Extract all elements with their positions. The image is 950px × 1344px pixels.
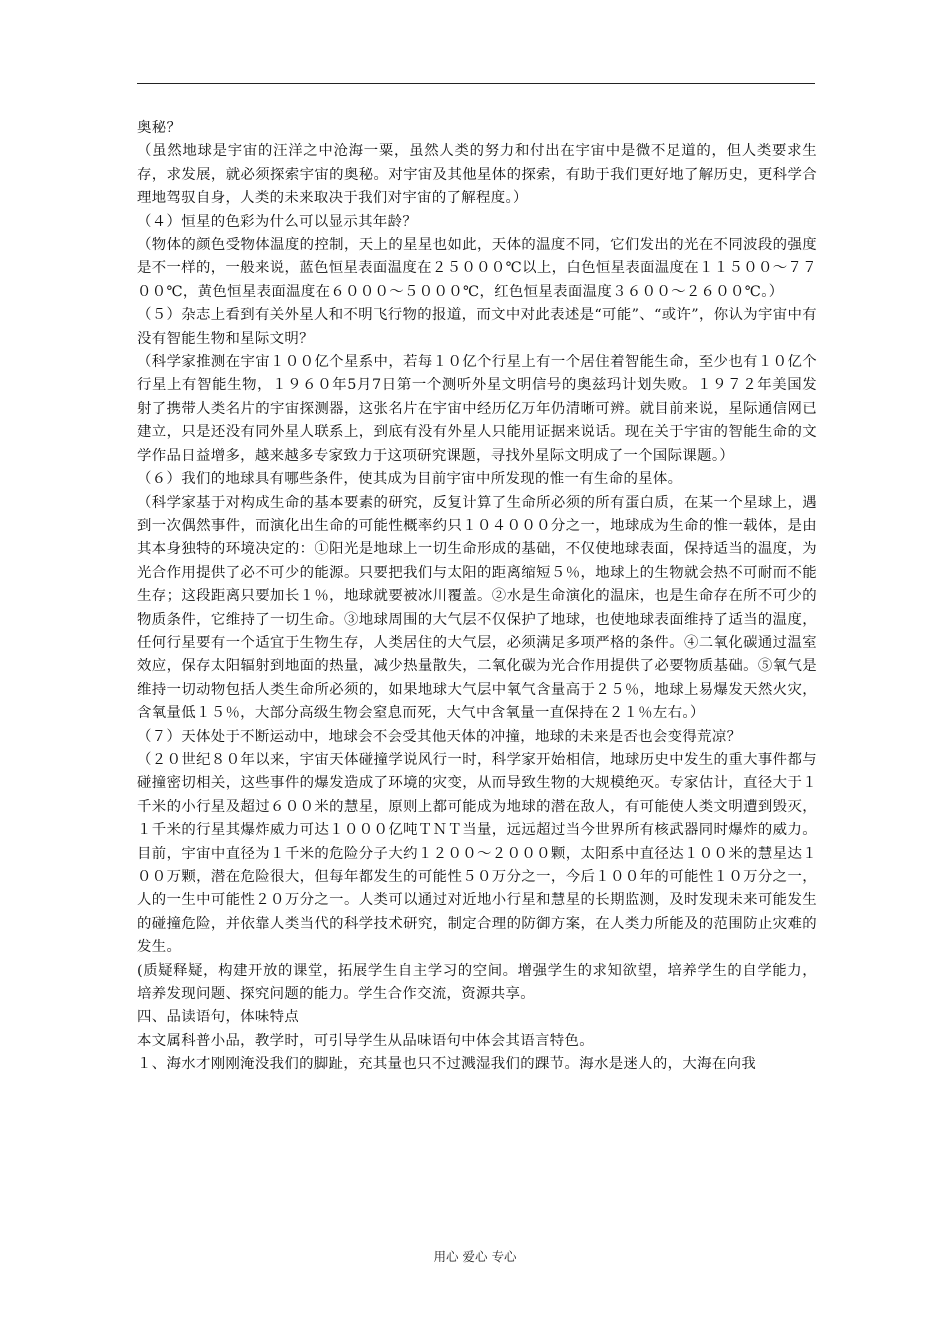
- document-body: [137, 117, 817, 1077]
- paragraph: （物体的颜色受物体温度的控制，天上的星星也如此，天体的温度不同，它们发出的光在不同波段的强度是不一样的，一般来说，蓝色恒星表面温度在２５０００℃以上，白色恒星表面温度在１１５００～７７００℃，黄色恒星表面温度在６０００～５０００℃，红色恒星表面温度３６００～２６００℃。）: [137, 237, 817, 300]
- paragraph: （科学家基于对构成生命的基本要素的研究，反复计算了生命所必须的所有蛋白质，在某一个星球上，遇到一次偶然事件，而演化出生命的可能性概率约只１０４０００分之一，地球成为生命的惟一载体，是由其本身独特的环境决定的：①阳光是地球上一切生命形成的基础，不仅使地球表面，保持适当的温度，为光合作用提供了必不可少的能源。只要把我们与太阳的距离缩短５％，地球上的生物就会热不可耐而不能生存；这段距离只要加长１％，地球就要被冰川覆盖。②水是生命演化的温床，也是生命存在所不可少的物质条件，它维持了一切生命。③地球周围的大气层不仅保护了地球，也使地球表面维持了适当的温度，任何行星要有一个适宜于生物生存，人类居住的大气层，必须满足多项严格的条件。④二氧化碳通过温室效应，保存太阳辐射到地面的热量，减少热量散失，二氧化碳为光合作用提供了必要物质基础。⑤氧气是维持一切动物包括人类生命所必须的，如果地球大气层中氧气含量高于２５％，地球上易爆发天然火灾，含氧量低１５％，大部分高级生物会窒息而死，大气中含氧量一直保持在２１％左右。）: [137, 494, 817, 722]
- section-heading: 四、品读语句，体味特点: [137, 1009, 300, 1026]
- paragraph: （４）恒星的色彩为什么可以显示其年龄？: [137, 213, 418, 230]
- paragraph: （５）杂志上看到有关外星人和不明飞行物的报道，而文中对此表述是“可能”、“或许”，你认为宇宙中有没有智能生物和星际文明？: [137, 307, 817, 347]
- paragraph: （２０世纪８０年以来，宇宙天体碰撞学说风行一时，科学家开始相信，地球历史中发生的重大事件都与碰撞密切相关，这些事件的爆发造成了环境的灾变，从而导致生物的大规模绝灭。专家估计，直径大于１千米的小行星及超过６００米的慧星，原则上都可能成为地球的潜在敌人，有可能使人类文明遭到毁灭，１千米的行星其爆炸威力可达１０００亿吨ＴＮＴ当量，远远超过当今世界所有核武器同时爆炸的威力。目前，宇宙中直径为１千米的危险分子大约１２００～２０００颗，太阳系中直径达１００米的慧星达１００万颗，潜在危险很大，但每年都发生的可能性５０万分之一，今后１００年的可能性１０万分之一，人的一生中可能性２０万分之一。人类可以通过对近地小行星和慧星的长期监测，及时发现未来可能发生的碰撞危险，并依靠人类当代的科学技术研究，制定合理的防御方案，在人类力所能及的范围防止灾难的发生。: [137, 751, 817, 956]
- paragraph: （７）天体处于不断运动中，地球会不会受其他天体的冲撞，地球的未来是否也会变得荒凉？: [137, 728, 742, 745]
- paragraph: 本文属科普小品，教学时，可引导学生从品味语句中体会其语言特色。: [137, 1032, 594, 1049]
- paragraph: (质疑释疑，构建开放的课堂，拓展学生自主学习的空间。增强学生的求知欲望，培养学生的自学能力，培养发现问题、探究问题的能力。学生合作交流，资源共享。: [137, 962, 817, 1003]
- paragraph: （６）我们的地球具有哪些条件，使其成为目前宇宙中所发现的惟一有生命的星体。: [137, 471, 683, 488]
- paragraph: （科学家推测在宇宙１００亿个星系中，若每１０亿个行星上有一个居住着智能生命，至少也有１０亿个行星上有智能生物，１９６０年5月7日第一个测听外星文明信号的奥兹玛计划失败。１９７２年美国发射了携带人类名片的宇宙探测器，这张名片在宇宙中经历亿万年仍清晰可辨。就目前来说，星际通信网已建立，只是还没有同外星人联系上，到底有没有外星人只能用证据来说话。现在关于宇宙的智能生命的文学作品日益增多，越来越多专家致力于这项研究课题，寻找外星际文明成了一个国际课题。）: [137, 354, 817, 464]
- page-footer: 用心 爱心 专心: [433, 1249, 517, 1264]
- paragraph: （虽然地球是宇宙的汪洋之中沧海一粟，虽然人类的努力和付出在宇宙中是微不足道的，但人类要求生存，求发展，就必须探索宇宙的奥秘。对宇宙及其他星体的探索，有助于我们更好地了解历史，更科学合理地驾驭自身，人类的未来取决于我们对宇宙的了解程度。）: [137, 143, 817, 207]
- paragraph: １、海水才刚刚淹没我们的脚趾，充其量也只不过溅湿我们的踝节。海水是迷人的，大海在向我: [137, 1056, 757, 1073]
- header-rule: [137, 83, 815, 84]
- paragraph: 奥秘？: [137, 120, 182, 136]
